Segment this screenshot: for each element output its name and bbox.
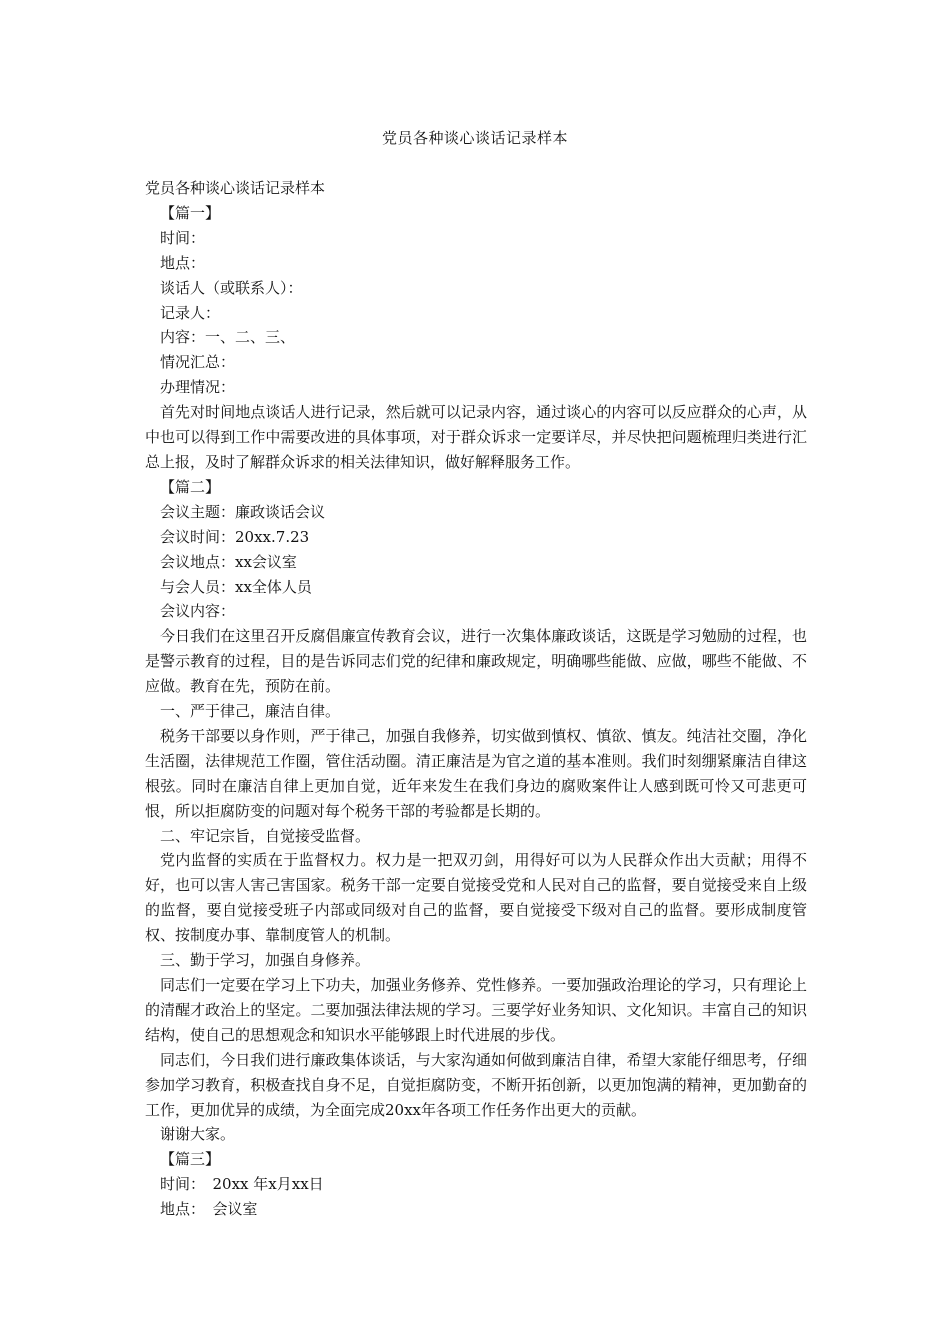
part1-field-recorder: 记录人： xyxy=(160,303,221,322)
part2-closing: 同志们，今日我们进行廉政集体谈话，与大家沟通如何做到廉洁自律，希望大家能仔细思考，仔细参加学习教育，积极查找自身不足，自觉拒腐防变，不断开拓创新，以更加饱满的精神，更加勤奋的工作，更加优异的成绩，为全面完成20xx年各项工作任务作出更大的贡献。 xyxy=(145,1050,807,1119)
part2-heading: 【篇二】 xyxy=(160,477,221,496)
part2-section2-text: 党内监督的实质在于监督权力。权力是一把双刃剑，用得好可以为人民群众作出大贡献；用得不好，也可以害人害己害国家。税务干部一定要自觉接受党和人民对自己的监督，要自觉接受来自上级的监督，要自觉接受班子内部或同级对自己的监督，要自觉接受下级对自己的监督。要形成制度管权、按制度办事、靠制度管人的机制。 xyxy=(145,851,807,945)
part1-field-summary: 情况汇总： xyxy=(160,353,236,372)
document-title: 党员各种谈心谈话记录样本 xyxy=(381,129,568,147)
part1-field-location: 地点： xyxy=(160,253,206,272)
part1-field-handling: 办理情况： xyxy=(160,378,236,397)
part1-heading: 【篇一】 xyxy=(160,203,221,222)
part1-field-content: 内容：一、二、三、 xyxy=(160,328,296,347)
part2-section2-title: 二、牢记宗旨，自觉接受监督。 xyxy=(160,826,371,845)
part2-section1-title: 一、严于律己，廉洁自律。 xyxy=(160,702,341,721)
part2-field-time: 会议时间：20xx.7.23 xyxy=(160,527,310,546)
part2-intro: 今日我们在这里召开反腐倡廉宣传教育会议，进行一次集体廉政谈话，这既是学习勉励的过程，也是警示教育的过程，目的是告诉同志们党的纪律和廉政规定，明确哪些能做、应做，哪些不能做、不应做。教育在先，预防在前。 xyxy=(145,627,807,696)
part2-field-location: 会议地点：xx会议室 xyxy=(160,552,297,571)
part2-field-topic: 会议主题：廉政谈话会议 xyxy=(160,502,326,521)
part2-section1-text: 税务干部要以身作则，严于律己，加强自我修养，切实做到慎权、慎欲、慎友。纯洁社交圈，净化生活圈，法律规范工作圈，管住活动圈。清正廉洁是为官之道的基本准则。我们时刻绷紧廉洁自律这根弦。同时在廉洁自律上更加自觉，近年来发生在我们身边的腐败案件让人感到既可怜又可悲更可恨，所以拒腐防变的问题对每个税务干部的考验都是长期的。 xyxy=(145,726,807,820)
part2-section3-text: 同志们一定要在学习上下功夫，加强业务修养、党性修养。一要加强政治理论的学习，只有理论上的清醒才政治上的坚定。二要加强法律法规的学习。三要学好业务知识、文化知识。丰富自己的知识结构，使自己的思想观念和知识水平能够跟上时代进展的步伐。 xyxy=(145,976,807,1044)
part2-section3-title: 三、勤于学习，加强自身修养。 xyxy=(160,951,371,970)
part3-field-location: 地点： 会议室 xyxy=(160,1200,258,1219)
part2-thanks: 谢谢大家。 xyxy=(160,1125,236,1144)
document-subtitle: 党员各种谈心谈话记录样本 xyxy=(145,179,326,197)
part2-field-content: 会议内容： xyxy=(160,602,236,621)
part2-field-attendees: 与会人员：xx全体人员 xyxy=(160,577,312,596)
document-body xyxy=(145,176,807,1222)
part1-field-speaker: 谈话人（或联系人）： xyxy=(160,278,303,297)
part3-field-time: 时间： 20xx 年x月xx日 xyxy=(160,1175,324,1194)
part1-paragraph: 首先对时间地点谈话人进行记录，然后就可以记录内容，通过谈心的内容可以反应群众的心声，从中也可以得到工作中需要改进的具体事项，对于群众诉求一定要详尽，并尽快把问题梳理归类进行汇总上报，及时了解群众诉求的相关法律知识，做好解释服务工作。 xyxy=(145,403,807,471)
part3-heading: 【篇三】 xyxy=(160,1150,221,1169)
part1-field-time: 时间： xyxy=(160,228,206,247)
